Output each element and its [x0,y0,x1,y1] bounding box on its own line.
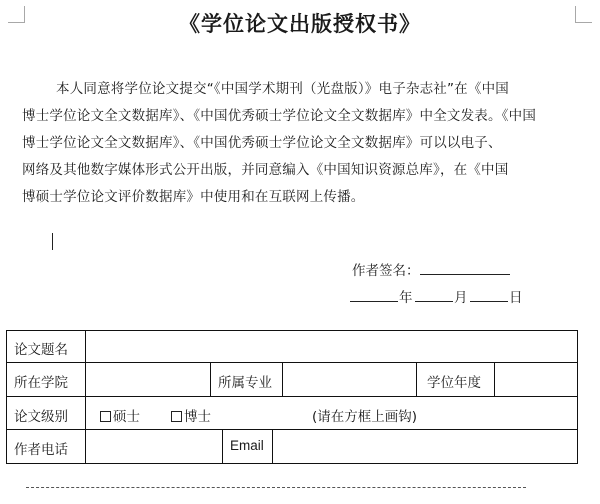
year-line[interactable] [350,301,398,302]
doctor-option[interactable] [171,405,211,425]
thesis-level-label: 论文级别 [14,409,68,425]
statement-line-3: 博士学位论文全文数据库》、《中国优秀硕士学位论文全文数据库》可以以电子、 [22,135,502,151]
day-label: 日 [509,290,523,306]
major-field[interactable] [288,366,410,392]
college-field[interactable] [92,366,204,392]
master-option[interactable] [100,405,140,425]
checkbox-hint: (请在方框上画钩) [312,409,418,425]
thesis-title-label: 论文题名 [14,342,68,358]
master-option-label: 硕士 [113,409,140,425]
year-label: 年 [399,290,413,306]
text-cursor [52,233,53,250]
signature-label: 作者签名： [352,263,420,279]
statement-line-1: 本人同意将学位论文提交“《中国学术期刊（光盘版）》电子杂志社”在《中国 [56,81,509,97]
master-checkbox[interactable] [100,411,111,422]
major-label: 所属专业 [218,375,272,391]
cut-line [26,487,526,488]
doctor-checkbox[interactable] [171,411,182,422]
phone-field[interactable] [92,433,216,459]
email-field[interactable] [278,433,572,459]
statement-line-2: 博士学位论文全文数据库》、《中国优秀硕士学位论文全文数据库》中全文发表。《中国 [22,108,537,124]
degree-year-field[interactable] [500,366,572,392]
signature-line[interactable] [420,274,510,275]
statement-line-4: 网络及其他数字媒体形式公开出版，并同意编入《中国知识资源总库》，在《中国 [22,162,509,178]
statement-line-5: 博硕士学位论文评价数据库》中使用和在互联网上传播。 [22,189,365,205]
day-line[interactable] [470,301,508,302]
thesis-title-field[interactable] [92,334,572,358]
month-label: 月 [454,290,468,306]
college-label: 所在学院 [14,375,68,391]
phone-label: 作者电话 [14,442,68,458]
email-label: Email [230,438,264,453]
degree-year-label: 学位年度 [427,375,481,391]
document-title: 《学位论文出版授权书》 [179,11,421,36]
month-line[interactable] [415,301,453,302]
doctor-option-label: 博士 [184,409,211,425]
